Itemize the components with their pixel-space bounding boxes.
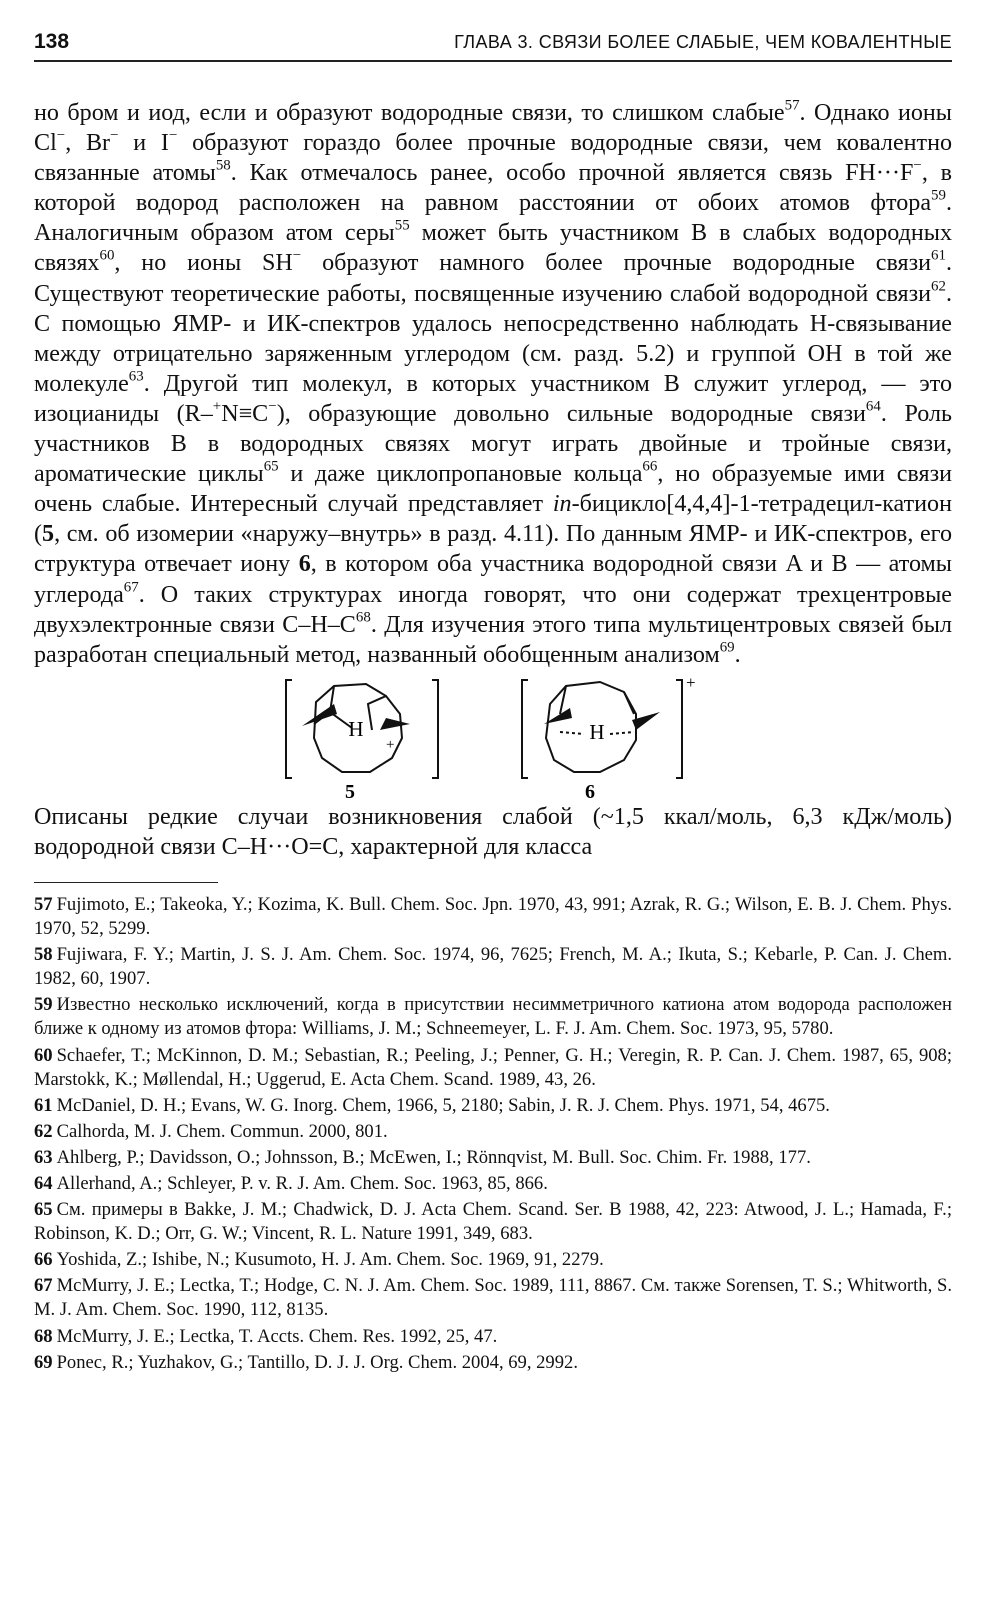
text-run: образуют намного более прочные водородные связи <box>301 250 932 277</box>
right-bracket-open <box>522 680 528 778</box>
footnote-item <box>34 1146 952 1170</box>
footnote-ref[interactable]: 57 <box>784 97 800 114</box>
text-run: . <box>734 641 741 668</box>
text-run: но бром и иод, если и образуют водородные связи, то слишком слабые <box>34 100 785 126</box>
charge-superscript: − <box>913 157 922 174</box>
footnote-text: См. примеры в Bakke, J. M.; Chadwick, D. J. Acta Chem. Scand. Ser. B 1988, 42, 223: Atwood, J. L.; Hamada, F.; Robinson, K. D.; Orr, G. W.; Vincent, R. L. Nature 1991, 349, 683. <box>34 1199 952 1245</box>
wedge-bond <box>380 718 410 730</box>
footnote-number: 59 <box>34 994 53 1016</box>
footnote-text: McMurry, J. E.; Lectka, T.; Hodge, C. N. J. Am. Chem. Soc. 1989, 111, 8867. См. также Sorensen, T. S.; Whitworth, S. M. J. Am. Chem. Soc. 1990, 112, 8135. <box>34 1275 952 1321</box>
paragraph-1 <box>34 98 952 670</box>
hydrogen-atom: H <box>589 719 605 744</box>
footnote-ref[interactable]: 55 <box>394 217 410 234</box>
footnote-item <box>34 1172 952 1196</box>
footnote-rule <box>34 882 218 883</box>
hydrogen-atom: H <box>348 716 364 741</box>
footnote-item <box>34 1325 952 1349</box>
text-run: , в которой водород расположен на равном расстоянии от обоих атомов фтора <box>34 160 952 217</box>
text-run: и I <box>118 130 169 157</box>
bicyclic-cations-drawing <box>34 674 952 802</box>
text-run: . Аналогичным образом атом серы <box>34 190 952 247</box>
footnote-text: Fujimoto, E.; Takeoka, Y.; Kozima, K. Bull. Chem. Soc. Jpn. 1970, 43, 991; Azrak, R. G.; Wilson, E. B. J. Chem. Phys. 1970, 52, 5299. <box>34 893 952 940</box>
footnote-number: 69 <box>34 1351 53 1373</box>
footnote-number: 66 <box>34 1249 53 1271</box>
right-bracket-close <box>676 680 682 778</box>
footnote-ref[interactable]: 60 <box>99 248 115 265</box>
footnote-item <box>34 1044 952 1092</box>
footnote-ref[interactable]: 67 <box>123 579 139 596</box>
ring-bond <box>624 692 634 714</box>
footnote-item <box>34 893 952 941</box>
paragraph-2: Описаны редкие случаи возникновения слабой (~1,5 ккал/моль, 6,3 кДж/моль) водородной связи C–H···O=C, характерной для класса <box>34 803 952 860</box>
text-run: . Однако ионы Cl <box>34 100 952 157</box>
footnote-text: Schaefer, T.; McKinnon, D. M.; Sebastian, R.; Peeling, J.; Penner, G. H.; Veregin, R. P. Can. J. Chem. 1987, 65, 908; Marstokk, K.; Møllendal, H.; Uggerud, E. Acta Chem. Scand. 1989, 43, 26. <box>34 1044 952 1090</box>
text-run: и даже циклопропановые кольца <box>278 461 643 488</box>
book-page <box>34 26 952 1377</box>
text-run: , Br <box>65 130 111 157</box>
charge-sign: + <box>686 673 696 692</box>
page-number: 138 <box>34 30 70 53</box>
text-run: , но ионы SH <box>114 250 293 277</box>
text-run: , в котором оба участника водородной связи A и B — атомы углерода <box>34 551 952 608</box>
compound-label: 6 <box>585 780 595 802</box>
footnote-text: Allerhand, A.; Schleyer, P. v. R. J. Am. Chem. Soc. 1963, 85, 866. <box>56 1173 548 1194</box>
footnote-text: Yoshida, Z.; Ishibe, N.; Kusumoto, H. J. Am. Chem. Soc. 1969, 91, 2279. <box>56 1249 604 1271</box>
footnote-number: 62 <box>34 1120 53 1142</box>
footnote-text: McMurry, J. E.; Lectka, T. Accts. Chem. Res. 1992, 25, 47. <box>56 1325 498 1347</box>
footnote-number: 64 <box>34 1173 53 1194</box>
footnote-item <box>34 1094 952 1118</box>
footnote-item <box>34 1274 952 1322</box>
footnote-text: Ponec, R.; Yuzhakov, G.; Tantillo, D. J. J. Org. Chem. 2004, 69, 2992. <box>56 1351 578 1373</box>
compound-number: 6 <box>298 551 311 578</box>
wedge-bond <box>302 704 337 726</box>
footnote-ref[interactable]: 65 <box>263 458 279 475</box>
compound-number: 5 <box>42 521 55 548</box>
footnote-item <box>34 1120 952 1144</box>
left-bracket-open <box>286 680 292 778</box>
chapter-title: ГЛАВА 3. СВЯЗИ БОЛЕЕ СЛАБЫЕ, ЧЕМ КОВАЛЕНТНЫЕ <box>454 32 952 52</box>
footnote-number: 60 <box>34 1044 53 1066</box>
footnote-text: McDaniel, D. H.; Evans, W. G. Inorg. Chem, 1966, 5, 2180; Sabin, J. R. J. Chem. Phys. 1971, 54, 4675. <box>56 1094 830 1116</box>
text-run: , но образуемые ими связи очень слабые. Интересный случай представляет <box>34 461 952 518</box>
footnote-number: 68 <box>34 1325 53 1347</box>
text-run: . Существуют теоретические работы, посвященные изучению слабой водородной связи <box>34 250 952 307</box>
structure-figure <box>34 674 952 802</box>
text-run: . Роль участников B в водородных связях могут играть двойные и тройные связи, ароматические циклы <box>34 400 952 488</box>
footnote-number: 63 <box>34 1146 53 1168</box>
footnote-ref[interactable]: 63 <box>128 368 144 385</box>
header-rule <box>34 60 952 62</box>
text-run: образуют гораздо более прочные водородные связи, чем ковалентно связанные атомы <box>34 130 953 187</box>
text-run: ), образующие довольно сильные водородные связи <box>276 400 866 427</box>
text-run: . С помощью ЯМР- и ИК-спектров удалось непосредственно наблюдать H-связывание между отрицательно заряженным углеродом (см. разд. 5.2) и группой OH в той же молекуле <box>34 280 952 397</box>
footnote-ref[interactable]: 58 <box>215 157 231 174</box>
charge-superscript: − <box>56 127 66 144</box>
text-run: . Для изучения этого типа мультицентровых связей был разработан специальный метод, названный обобщенным анализом <box>34 611 952 668</box>
h-bond-dotted <box>610 732 634 734</box>
footnote-ref[interactable]: 68 <box>355 609 371 626</box>
footnote-text: Fujiwara, F. Y.; Martin, J. S. J. Am. Chem. Soc. 1974, 96, 7625; French, M. A.; Ikuta, S.; Kebarle, P. Can. J. Chem. 1982, 60, 1907. <box>34 944 952 990</box>
main-text <box>34 98 952 862</box>
footnote-ref[interactable]: 66 <box>642 458 658 475</box>
footnote-number: 61 <box>34 1094 53 1116</box>
footnote-item <box>34 1198 952 1246</box>
text-run: -бицикло[4,4,4]-1-тетрадецил-катион ( <box>34 491 952 548</box>
text-run: . Как отмечалось ранее, особо прочной является связь FH···F <box>230 160 914 187</box>
footnote-number: 57 <box>34 893 53 915</box>
charge-superscript: − <box>168 127 178 144</box>
compound-label: 5 <box>345 780 355 802</box>
text-run: , см. об изомерии «наружу–внутрь» в разд. 4.11). По данным ЯМР- и ИК-спектров, его структура отвечает иону <box>34 521 952 578</box>
charge-superscript: + <box>212 398 222 415</box>
footnote-number: 58 <box>34 944 53 966</box>
italic-prefix: in <box>552 491 572 518</box>
footnote-ref[interactable]: 69 <box>719 639 735 656</box>
charge-superscript: − <box>268 398 277 415</box>
footnotes <box>34 893 952 1375</box>
running-head <box>34 26 952 60</box>
footnote-ref[interactable]: 59 <box>931 187 946 204</box>
footnote-item <box>34 1248 952 1272</box>
text-run: может быть участником B в слабых водородных связях <box>34 220 952 277</box>
charge-superscript: − <box>110 127 119 144</box>
footnote-ref[interactable]: 61 <box>931 248 946 265</box>
footnote-text: Ahlberg, P.; Davidsson, O.; Johnsson, B.; McEwen, I.; Rönnqvist, M. Bull. Soc. Chim. Fr. 1988, 177. <box>56 1146 811 1168</box>
footnote-item <box>34 1351 952 1375</box>
text-run: N≡C <box>221 400 269 427</box>
footnote-ref[interactable]: 64 <box>865 398 881 415</box>
text-run: . Другой тип молекул, в которых участником B служит углерод, — это изоцианиды (R– <box>34 370 952 427</box>
footnote-text: Calhorda, M. J. Chem. Commun. 2000, 801. <box>56 1120 388 1142</box>
footnote-ref[interactable]: 62 <box>931 278 946 295</box>
footnote-item <box>34 993 952 1041</box>
left-bracket-close <box>432 680 438 778</box>
footnote-item <box>34 943 952 991</box>
footnote-text: Известно несколько исключений, когда в присутствии несимметричного катиона атом водорода расположен ближе к одному из атомов фтора: Williams, J. M.; Schneemeyer, L. F. J. Am. Chem. Soc. 1973, 95, 5780. <box>34 994 952 1040</box>
footnote-number: 67 <box>34 1275 53 1297</box>
text-run: . О таких структурах иногда говорят, что они содержат трехцентровые двухэлектронные связи C–H–C <box>34 581 952 638</box>
footnote-number: 65 <box>34 1199 53 1221</box>
charge-superscript: − <box>292 248 302 265</box>
charge-sign: + <box>386 736 395 753</box>
h-bond-dotted <box>560 732 584 734</box>
